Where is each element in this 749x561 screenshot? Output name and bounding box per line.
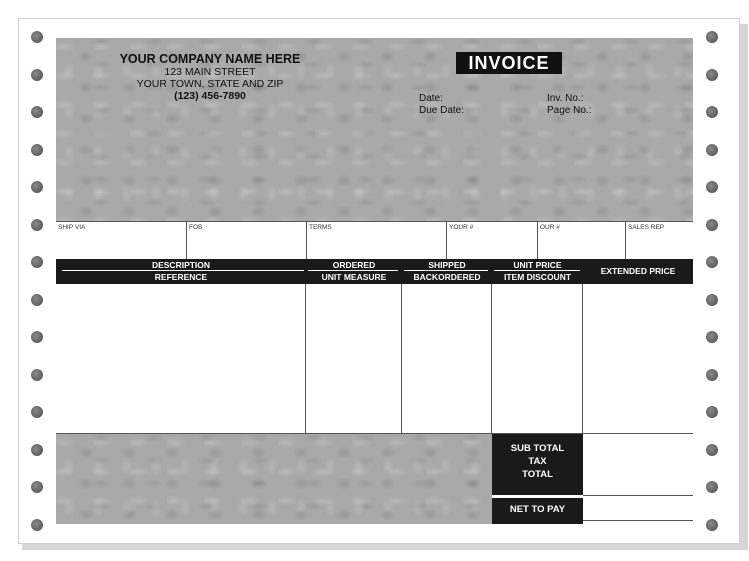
col-shipped: SHIPPED	[428, 260, 466, 270]
sales-rep-field[interactable]	[625, 222, 693, 260]
header-divider	[308, 270, 398, 271]
tractor-hole	[706, 219, 718, 231]
tractor-hole	[31, 444, 43, 456]
date-label: Date:	[419, 93, 443, 104]
your-number-field[interactable]	[446, 222, 537, 260]
tractor-hole	[31, 181, 43, 193]
column-line	[401, 284, 402, 434]
column-line	[305, 284, 306, 434]
page-no-label: Page No.:	[547, 105, 592, 116]
tractor-hole	[706, 294, 718, 306]
your-number-label: YOUR #	[449, 224, 474, 231]
net-to-pay-value-box[interactable]	[583, 497, 693, 521]
shipping-info-bar	[56, 221, 693, 259]
line-items-area[interactable]	[56, 284, 693, 434]
tractor-hole	[31, 369, 43, 381]
our-number-label: OUR #	[540, 224, 560, 231]
col-reference: REFERENCE	[154, 272, 208, 282]
tractor-hole	[706, 181, 718, 193]
tractor-hole	[31, 144, 43, 156]
totals-value-box[interactable]	[583, 434, 693, 496]
tractor-hole	[706, 444, 718, 456]
tractor-hole	[31, 331, 43, 343]
tractor-hole	[706, 331, 718, 343]
sales-rep-label: SALES REP	[628, 224, 665, 231]
tractor-hole	[31, 219, 43, 231]
col-description: DESCRIPTION	[151, 260, 211, 270]
inv-no-label: Inv. No.:	[547, 93, 584, 104]
tractor-hole	[31, 481, 43, 493]
company-phone: (123) 456-7890	[174, 90, 246, 102]
invoice-title: INVOICE	[456, 52, 562, 74]
header-divider	[404, 270, 488, 271]
company-street: 123 MAIN STREET	[164, 66, 256, 78]
tractor-hole	[706, 481, 718, 493]
company-block	[110, 52, 310, 102]
ship-via-field[interactable]	[56, 222, 186, 260]
tractor-hole	[706, 106, 718, 118]
col-extended-price: EXTENDED PRICE	[600, 266, 676, 276]
col-backordered: BACKORDERED	[413, 272, 481, 282]
tractor-hole	[31, 406, 43, 418]
column-line	[582, 284, 583, 434]
ship-via-label: SHIP VIA	[58, 224, 86, 231]
tractor-hole	[31, 69, 43, 81]
tractor-hole	[31, 256, 43, 268]
header-divider	[62, 270, 304, 271]
footer-parchment	[56, 434, 492, 524]
tractor-hole	[706, 69, 718, 81]
tax-label: TAX	[528, 456, 547, 467]
company-city: YOUR TOWN, STATE AND ZIP	[136, 78, 284, 90]
company-name: YOUR COMPANY NAME HERE	[119, 52, 301, 66]
fob-field[interactable]	[186, 222, 306, 260]
col-ordered: ORDERED	[332, 260, 376, 270]
tractor-hole	[31, 519, 43, 531]
due-date-label: Due Date:	[419, 105, 465, 116]
header-divider	[494, 270, 580, 271]
col-item-discount: ITEM DISCOUNT	[503, 272, 572, 282]
tractor-hole	[706, 406, 718, 418]
tractor-hole	[706, 369, 718, 381]
terms-field[interactable]	[306, 222, 446, 260]
fob-label: FOB	[189, 224, 203, 231]
terms-label: TERMS	[309, 224, 332, 231]
net-to-pay-label: NET TO PAY	[509, 504, 566, 515]
tractor-hole	[31, 294, 43, 306]
col-unit-measure: UNIT MEASURE	[321, 272, 387, 282]
sub-total-label: SUB TOTAL	[510, 443, 565, 454]
col-unit-price: UNIT PRICE	[513, 260, 562, 270]
tractor-hole	[706, 144, 718, 156]
our-number-field[interactable]	[537, 222, 625, 260]
total-label: TOTAL	[522, 469, 553, 480]
tractor-hole	[31, 31, 43, 43]
tractor-hole	[706, 31, 718, 43]
tractor-hole	[31, 106, 43, 118]
column-line	[491, 284, 492, 434]
tractor-hole	[706, 256, 718, 268]
tractor-hole	[706, 519, 718, 531]
